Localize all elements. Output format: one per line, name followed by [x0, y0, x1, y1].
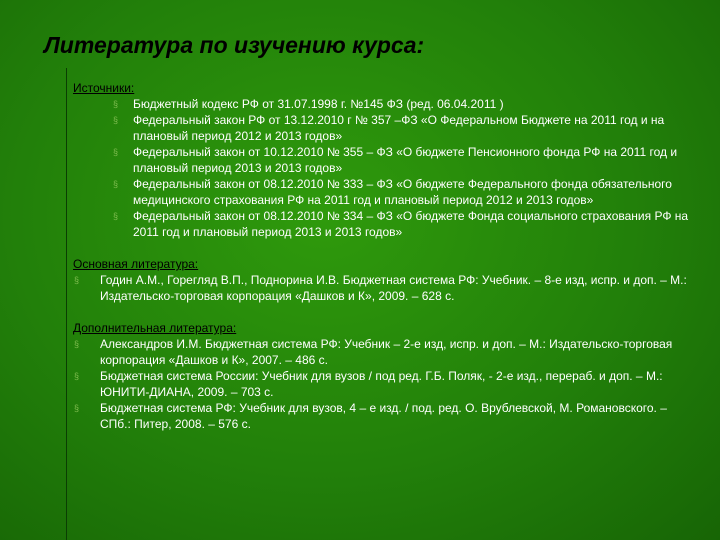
bullet-icon: §: [74, 275, 80, 285]
list-item: [73, 272, 693, 304]
list-item-text: Александров И.М. Бюджетная система РФ: Учебник – 2-е изд, испр. и доп. – М.: Издательско-торговая корпорация «Дашков и К», 2007. – 486 с.: [100, 337, 673, 367]
content-area: [73, 80, 693, 448]
list-item: [73, 144, 693, 176]
list-item: [73, 368, 693, 400]
list-item: [73, 96, 693, 112]
list-item-text: Федеральный закон от 08.12.2010 № 334 – ФЗ «О бюджете Фонда социального страхования РФ на 2011 год и плановый период 2013 и 2013 годов»: [133, 209, 689, 239]
section-additional-literature: [73, 320, 693, 432]
list-item-text: Федеральный закон от 08.12.2010 № 333 – ФЗ «О бюджете Федерального фонда обязательного медицинского страхования РФ на 2011 год и плановый период 2012 и 2013 годов»: [133, 177, 672, 207]
list-item: [73, 336, 693, 368]
section-sources: [73, 80, 693, 240]
bullet-icon: §: [113, 179, 119, 189]
list-item: [73, 176, 693, 208]
bullet-icon: §: [74, 371, 80, 381]
bullet-icon: §: [113, 211, 119, 221]
vertical-divider: [66, 68, 67, 540]
section-heading: Дополнительная литература:: [73, 321, 237, 335]
list-item-text: Федеральный закон РФ от 13.12.2010 г № 357 –ФЗ «О Федеральном Бюджете на 2011 год и на плановый период 2012 и 2013 годов»: [133, 113, 665, 143]
list-item-text: Годин А.М., Горегляд В.П., Поднорина И.В. Бюджетная система РФ: Учебник. – 8-е изд, испр. и доп. – М.: Издательско-торговая корпорация «Дашков и К», 2009. – 628 с.: [100, 273, 687, 303]
section-heading: Источники:: [73, 81, 135, 95]
slide-title: Литература по изучению курса:: [44, 32, 425, 58]
list-item: [73, 208, 693, 240]
section-main-literature: [73, 256, 693, 304]
list-item: [73, 112, 693, 144]
additional-literature-list: [73, 336, 693, 432]
main-literature-list: [73, 272, 693, 304]
bullet-icon: §: [113, 99, 119, 109]
list-item-text: Бюджетный кодекс РФ от 31.07.1998 г. №145 ФЗ (ред. 06.04.2011 ): [133, 97, 504, 111]
bullet-icon: §: [113, 147, 119, 157]
bullet-icon: §: [113, 115, 119, 125]
section-heading: Основная литература:: [73, 257, 199, 271]
bullet-icon: §: [74, 339, 80, 349]
bullet-icon: §: [74, 403, 80, 413]
list-item-text: Бюджетная система РФ: Учебник для вузов, 4 – е изд. / под. ред. О. Врублевской, М. Романовского. – СПб.: Питер, 2008. – 576 с.: [100, 401, 667, 431]
list-item-text: Федеральный закон от 10.12.2010 № 355 – ФЗ «О бюджете Пенсионного фонда РФ на 2011 год и плановый период 2013 и 2013 годов»: [133, 145, 678, 175]
list-item-text: Бюджетная система России: Учебник для вузов / под ред. Г.Б. Поляк, - 2-е изд., перераб. и доп. – М.: ЮНИТИ-ДИАНА, 2009. – 703 с.: [100, 369, 663, 399]
list-item: [73, 400, 693, 432]
sources-list: [73, 96, 693, 240]
